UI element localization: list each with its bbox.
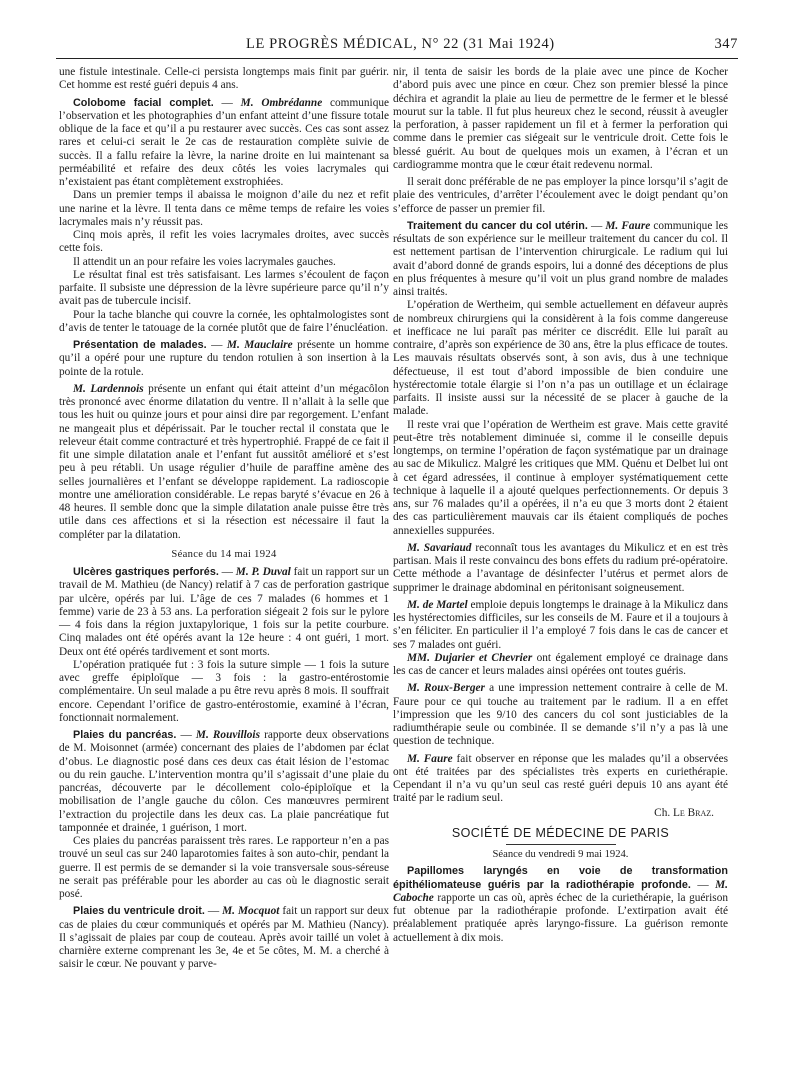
paragraph-text: fait un rapport sur deux cas de plaies du cœur communiqués et opérés par M. Mathieu (Nancy). Il s’agissait de plaies par coup de couteau. Après avoir taillé un volet à charnière externe comprenant les 3e, 4e et 5e côtes, M. M. a cherché à saisir le cœur. Ne pouvant y parve- — [59, 905, 390, 971]
paragraph-text: a une impression nettement contraire à celle de M. Faure pour ce qui touche au traitement par le radium. Il a en effet l’impression que les 9/10 des cancers du col sont justiciables de la radiumthérapie seule ou combinée. Il se demande s’il n’y a pas là une question de technique. — [393, 682, 728, 748]
author-name: M. de Martel — [407, 598, 468, 611]
paragraph-text: fait observer en réponse que les malades qu’il a observées ont été traitées par des spécialistes très experts en curiethérapie. Cependant il n’a vu qu’un seul cas resté guéri depuis 10 ans ayant été traité par le radium seul. — [393, 752, 729, 805]
paragraph-presentation — [59, 339, 389, 379]
section-heading: Ulcères gastriques perforés. — [73, 566, 219, 578]
paragraph-cancer-col — [393, 220, 728, 300]
divider — [506, 844, 616, 845]
section-heading: Traitement du cancer du col utérin. — [407, 219, 588, 232]
section-heading: Plaies du ventricule droit. — [73, 905, 205, 918]
author-name: M. Mauclaire — [226, 339, 293, 351]
author-name: M. Lardennois — [73, 382, 144, 395]
paragraph-text: communique l’observation et les photographies d’un enfant atteint d’une fissure totale oblique de la face et qu’il a pu restaurer avec succès. Ces cas sont assez rares et celui-ci serait le 2e cas de restauration complète suivie de succès. Il a fallu refaire la lèvre, la narine droite en lui maintenant sa perméabilité et refaire des deux côtés les voies lacrymales qui n’existaient pas étant complètement exstrophiées. — [59, 96, 390, 188]
section-heading: Papillomes laryngés en voie de transformation épithéliomateuse guéris par la radiothérapie profonde. — [393, 865, 728, 891]
paragraph-text: ont également employé ce drainage dans les cas de cancer et leurs malades ainsi opérées ont toutes guéris. — [393, 651, 728, 677]
author-signature — [393, 807, 728, 820]
paragraph-text: rapporte un cas où, après échec de la curiethérapie, la guérison fut obtenue par la radiothérapie profonde. L’extirpation avait été préalablement pratiquée après laryngo-fissure. La guérison remonte actuellement à dix mois. — [393, 891, 728, 944]
paragraph: L’opération de Wertheim, qui semble actuellement en défaveur auprès de nombreux chirurgiens qui la considèrent à la fois comme dangereuse et inefficace ne lui paraît pas mériter ce discrédit. Elle lui paraît au contraire, d’après son expérience de 30 ans, être la plus efficace de toutes. Les mauvais résultats observés sont, à son avis, dus à une technique défectueuse, il est tout d’abord impossible de bien conduire une hystérectomie totale élargie si l’on n’a pas un outillage et un éclairage parfaits. Il insiste aussi sur la nécessité de se placer à gauche de la malade. — [393, 299, 728, 418]
paragraph-roux-berger — [393, 682, 728, 748]
page-number: 347 — [714, 36, 738, 52]
paragraph-pancreas — [59, 729, 389, 835]
paragraph-text: présente un enfant qui était atteint d’un mégacôlon très prononcé avec énorme dilatation du ventre. Il n’allait à la selle que tous les huit ou quinze jours et pour ainsi dire par regorgement. L’enfant ne mangeait plus et dépérissait. Par le toucher rectal il constata que le releveur était comme contracturé et très hypertrophié. Frappé de ce fait il fit une simple dilatation anale et l’enfant fut aussitôt amélioré et s’est peu à peu rétabli. Un usage régulier d’huile de paraffine amène des selles journalières et l’enfant se développe rapidement. La radioscopie montre une amélioration considérable. Le repas baryté s’évacue en 26 à 48 heures. Il semble donc que la simple dilatation anale puisse être très utile dans ces affections et si la résection est nécessaire il faut la compléter par la dilatation. — [59, 382, 389, 541]
signature-name: Le Braz — [673, 806, 712, 819]
signature-prefix: Ch. — [654, 806, 674, 819]
paragraph-text: emploie depuis longtemps le drainage à la Mikulicz dans les hystérectomies difficiles, sur les conseils de M. Faure et il a toujours à s’en féliciter. En particulier il l’a employé 7 fois dans le cas de cancer et ses 7 malades ont guéri. — [393, 598, 729, 651]
paragraph-savariaud — [393, 542, 728, 595]
paragraph-text: communique les résultats de son expérience sur le meilleur traitement du cancer du col. Il est nettement partisan de l’intervention chirurgicale. Le radium qui lui avait d’abord donné de grands espoirs, lui a donné des déceptions de plus en plus fréquentes à mesure qu’il voit un plus grand nombre de malades ainsi traités. — [393, 219, 728, 298]
paragraph-ventricule — [59, 905, 389, 971]
right-column — [393, 66, 728, 945]
paragraph-lardennois — [59, 383, 389, 542]
paragraph-dujarier — [393, 652, 728, 679]
signature-suffix: . — [711, 806, 714, 819]
separator: — — [690, 878, 716, 891]
author-name: M. Savariaud — [407, 541, 472, 554]
paragraph-ulceres — [59, 566, 389, 659]
separator: — — [213, 96, 241, 109]
separator: — — [176, 729, 196, 741]
paragraph-faure-reply — [393, 753, 728, 806]
seance-heading: Séance du 14 mai 1924 — [171, 548, 277, 560]
author-name: M. Roux-Berger — [407, 682, 485, 695]
section-heading: Colobome facial complet. — [73, 96, 214, 109]
journal-title: LE PROGRÈS MÉDICAL, N° 22 (31 Mai 1924) — [246, 36, 555, 52]
separator: — — [206, 339, 227, 351]
author-name: M. Ombrédanne — [240, 96, 323, 109]
paragraph: Il reste vrai que l’opération de Wertheim est grave. Mais cette gravité peut-être très notablement diminuée si, comme il le conseille depuis longtemps, on termine l’opération de façon systématique par un drainage au sac de Mikulicz. Malgré les critiques que MM. Quénu et Delbet lui ont à cet égard adressées, il continue à employer systématiquement cette technique à laquelle il a ajouté quelques perfectionnements. Or depuis 3 ans, sur 76 malades qu’il a opérées, il n’a eu que 3 morts dont 2 étaient des cas particulièrement mauvais car ils étaient compliqués de poches annexielles suppurées. — [393, 418, 728, 537]
separator: — — [587, 219, 606, 232]
paragraph: Il attendit un an pour refaire les voies lacrymales gauches. — [73, 255, 336, 268]
society-title: SOCIÉTÉ DE MÉDECINE DE PARIS — [451, 825, 670, 840]
paragraph-colobome — [59, 97, 389, 190]
paragraph: Dans un premier temps il abaissa le moignon d’aile du nez et refit une narine et la lèvre. Il tenta dans ce même temps de refaire les voies lacrymales mais n’y réussit pas. — [59, 189, 389, 228]
separator: — — [218, 566, 236, 578]
paragraph-de-martel — [393, 599, 728, 652]
author-name: M. Caboche — [393, 878, 728, 904]
paragraph: une fistule intestinale. Celle-ci persista longtemps mais finit par guérir. Cet homme est resté guéri depuis 4 ans. — [59, 66, 389, 92]
author-name: M. Mocquot — [222, 905, 280, 918]
section-heading: Présentation de malades. — [73, 339, 207, 351]
paragraph: Il serait donc préférable de ne pas employer la pince lorsqu’il s’agit de plaie des ventricules, d’arrêter l’écoulement avec le doigt pendant qu’on s’efforce de passer un premier fil. — [393, 176, 728, 215]
left-column — [59, 66, 389, 972]
paragraph-text: reconnaît tous les avantages du Mikulicz et en est très partisan. Mais il reste convaincu des bons effets du radium pré-opératoire. Cette méthode a l’avantage de désinfecter l’utérus et permet alors de supprimer le drainage abdominal en péritonisant soigneusement. — [393, 541, 728, 594]
paragraph: L’opération pratiquée fut : 3 fois la suture simple — 1 fois la suture avec greffe épiploïque — 3 fois : la gastro-entérostomie complémentaire. Un seul malade a pu être revu après 8 mois. Il souffrait encore. Cependant l’orifice de gastro-entérostomie, examiné à l’écran, fonctionnait normalement. — [59, 658, 389, 724]
section-heading: Plaies du pancréas. — [73, 729, 177, 741]
author-name: MM. Dujarier et Chevrier — [407, 651, 533, 664]
paragraph: Cinq mois après, il refit les voies lacrymales droites, avec succès cette fois. — [59, 229, 389, 255]
paragraph: nir, il tenta de saisir les bords de la plaie avec une pince de Kocher d’abord puis avec une pince en cœur. Chez son premier blessé la pince déchira et agrandit la plaie au lieu de permettre de le fermer et le blessé mourut sur la table. Il fut plus heureux chez le second, réussit à aveugler la perforation, à passer rapidement un fil et à fermer la perforation qui comme dans le premier cas siégeait sur le ventricule droit. Cette fois le blessé guérit. Au bout de quelques mois un examen, à l’écran et un cardiogramme montra que le cœur était redevenu normal. — [393, 66, 728, 171]
paragraph: Pour la tache blanche qui couvre la cornée, les ophtalmologistes sont d’avis de tenter le tatouage de la cornée plutôt que de faire l’énucléation. — [59, 308, 389, 334]
separator: — — [204, 905, 223, 918]
paragraph-text: fait un rapport sur un travail de M. Mathieu (de Nancy) relatif à 7 cas de perforation gastrique par ulcère, opérés par lui. L’âge de ces 7 malades (6 hommes et 1 femme) varie de 23 à 53 ans. La perforation siégeait 2 fois sur le pylore — 4 fois dans la région juxtapylorique, 1 fois sur la petite courbure. Cinq malades ont été opérés avant la 12e heure : 4 ont guéri, 1 mort. Deux ont été opérés tardivement et sont morts. — [59, 566, 390, 658]
author-name: M. Faure — [407, 752, 453, 765]
author-name: M. Faure — [605, 219, 651, 232]
seance-heading: Séance du vendredi 9 mai 1924. — [492, 849, 629, 860]
paragraph-text: rapporte deux observations de M. Moisonnet (armée) concernant des plaies de l’abdomen par éclat d’obus. Le diagnostic posé dans ces deux cas était lésion de l’estomac ou du rein gauche. L’intervention montra qu’il s’agissait d’une plaie du pancréas, découverte par le décollement colo-épiploïque et la mobilisation de l’angle gauche du côlon. Ces manœuvres permirent l’extraction du projectile dans les deux cas. La plaie pancréatique fut tamponnée et drainée, 1 guérison, 1 mort. — [59, 729, 389, 834]
paragraph-text: présente un homme qu’il a opéré pour une rupture du tendon rotulien à son insertion à la pointe de la rotule. — [59, 339, 389, 378]
paragraph-papillomes — [393, 865, 728, 945]
paragraph: Ces plaies du pancréas paraissent très rares. Le rapporteur n’en a pas trouvé un seul cas sur 240 laparotomies faites à son auto-chir, pendant la guerre. Il est permis de se demander si la voie transversale sous-séreuse ne serait pas préférable pour les aborder au cas où le diagnostic serait posé. — [59, 835, 389, 900]
author-name: M. Rouvillois — [195, 729, 260, 741]
author-name: M. P. Duval — [235, 566, 291, 578]
paragraph: Le résultat final est très satisfaisant. Les larmes s’écoulent de façon parfaite. Il subsiste une dépression de la lèvre supérieure parce qu’il n’y avait pas de tubercule incisif. — [59, 268, 389, 308]
running-header — [56, 34, 738, 59]
